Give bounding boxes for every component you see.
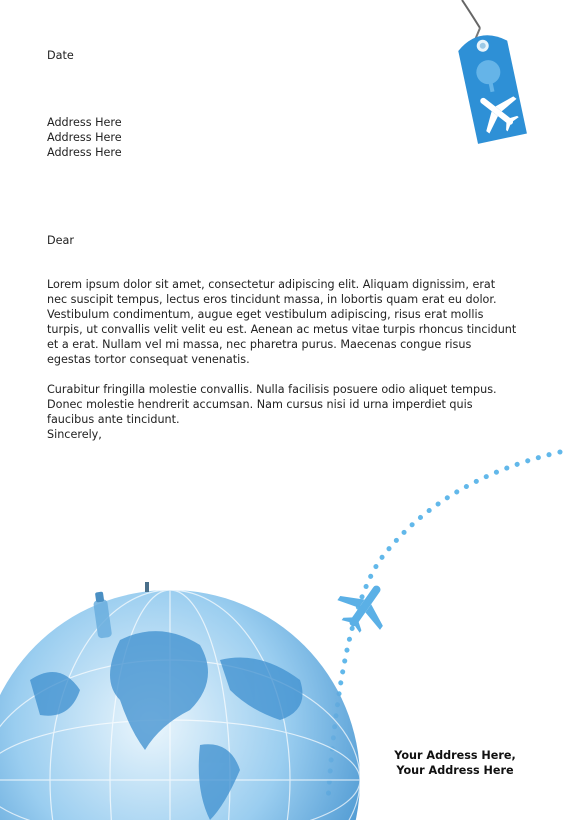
luggage-tag-icon	[440, 0, 540, 145]
letter-body	[47, 277, 517, 442]
address-line: Address Here	[47, 131, 122, 144]
closing: Sincerely,	[47, 428, 102, 441]
footer-address	[380, 748, 530, 778]
recipient-address	[47, 115, 122, 160]
globe-icon	[0, 560, 360, 820]
address-line: Address Here	[47, 146, 122, 159]
body-paragraph: Lorem ipsum dolor sit amet, consectetur adipiscing elit. Aliquam dignissim, erat nec suscipit tempus, lectus eros tincidunt massa, in lobortis quam erat eu dolor. Vestibulum condimentum, augue eget vestibulum adipiscing, risus erat mollis turpis, ut convallis velit velit eu est. Aenean ac metus vitae turpis rhoncus tincidunt et a erat. Nullam vel mi massa, nec pharetra purus. Maecenas congue risus egestas tortor consequat venenatis.	[47, 278, 517, 366]
footer-address-line: Your Address Here	[396, 764, 514, 777]
greeting: Dear	[47, 234, 74, 247]
address-line: Address Here	[47, 116, 122, 129]
footer-address-line: Your Address Here,	[394, 749, 516, 762]
body-paragraph: Curabitur fringilla molestie convallis. Nulla facilisis posuere odio aliquet tempus. Donec molestie hendrerit accumsan. Nam cursus nisi id urna imperdiet quis faucibus ante tincidunt.	[47, 383, 497, 426]
date-label: Date	[47, 49, 74, 62]
